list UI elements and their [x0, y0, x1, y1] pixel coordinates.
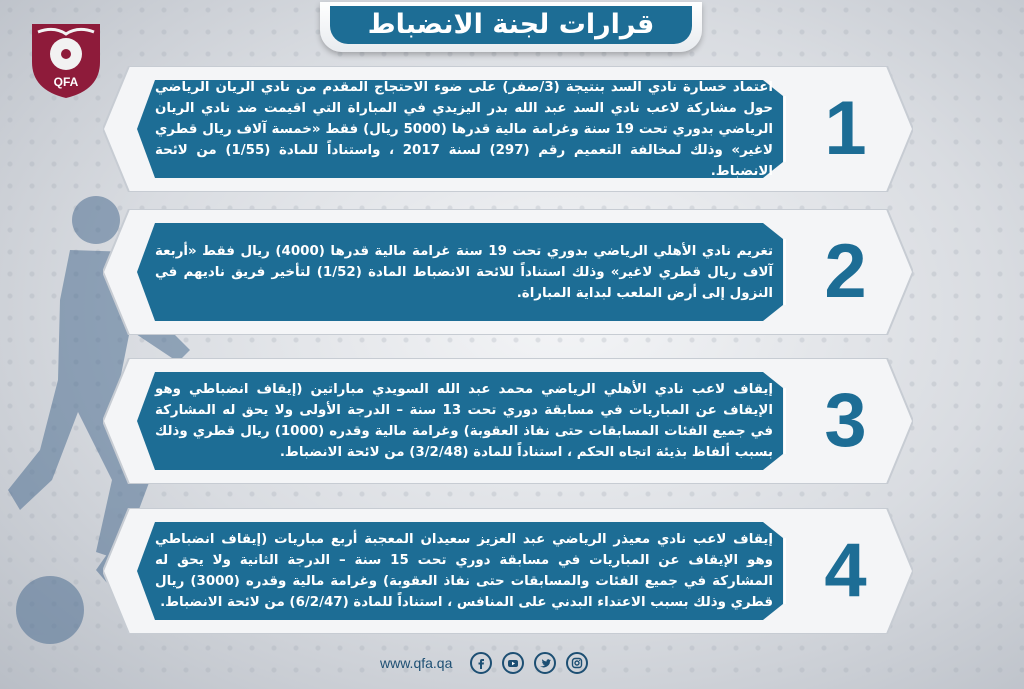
decision-number: 3: [824, 378, 867, 463]
facebook-icon[interactable]: [470, 652, 492, 674]
page-title: قرارات لجنة الانضباط: [330, 6, 692, 44]
decision-card-1: [103, 66, 913, 192]
decision-text: تغريم نادي الأهلي الرياضي بدوري تحت 19 سنة غرامة مالية قدرها (4000) ريال فقط «أربعة آلاف ريال قطري لاغير» وذلك استناداً للائحة الانضباط المادة (1/52) لتأخير فريق ناديهم في النزول إلى أرض الملعب لبداية المباراة.: [155, 243, 773, 301]
twitter-icon[interactable]: [534, 652, 556, 674]
decision-card-4: [103, 508, 913, 634]
decision-text: إيقاف لاعب نادي معيذر الرياضي عبد العزيز سعيدان المعجبة أربع مباريات (إيقاف انضباطي وهو الإيقاف عن المباريات في مسابقة دوري تحت 15 سنة – الدرجة الثانية ولا يحق له المشاركة في جميع الفئات والمسابقات حتى نفاذ العقوبة) وغرامة مالية وقدره (3000) ريال قطري وذلك بسبب الاعتداء البدني على المنافس ، استناداً للمادة (6/2/47) من لائحة الانضباط.: [155, 532, 773, 610]
youtube-icon[interactable]: [502, 652, 524, 674]
title-bar: [320, 2, 702, 52]
svg-text:QFA: QFA: [53, 75, 79, 89]
decision-card-3: [103, 358, 913, 484]
instagram-icon[interactable]: [566, 652, 588, 674]
decision-number: 4: [824, 528, 867, 613]
website-link[interactable]: www.qfa.qa: [380, 655, 453, 671]
decision-text: اعتماد خسارة نادي السد بنتيجة (3/صفر) على ضوء الاحتجاج المقدم من نادي الريان الرياضي حول مشاركة لاعب نادي السد عبد الله بدر اليزيدي في المباراة التي اقيمت ضد نادي الريان الرياضي بدوري تحت 19 سنة وغرامة مالية قدرها (5000 ريال) فقط «خمسة آلاف ريال قطري لاغير» وذلك لمخالفة التعميم رقم (297) لسنة 2017 ، واستناداً للمادة (1/55) من لائحة الانضباط.: [155, 79, 774, 179]
qfa-logo: [24, 18, 108, 100]
decision-number: 1: [824, 86, 867, 171]
decision-number: 2: [824, 229, 867, 314]
footer: [380, 650, 588, 676]
decision-text: إيقاف لاعب نادي الأهلي الرياضي محمد عبد الله السويدي مباراتين (إيقاف انضباطي وهو الإيقاف عن المباريات في مسابقة دوري تحت 13 سنة – الدرجة الأولى ولا يحق له المشاركة في جميع الفئات المسابقات حتى نفاذ العقوبة) وغرامة مالية وقدره (1000) ريال قطري وذلك بسبب ألفاظ بذيئة اتجاه الحكم ، استناداً للمادة (3/2/48) من لائحة الانضباط.: [155, 382, 773, 460]
decision-card-2: [103, 209, 913, 335]
